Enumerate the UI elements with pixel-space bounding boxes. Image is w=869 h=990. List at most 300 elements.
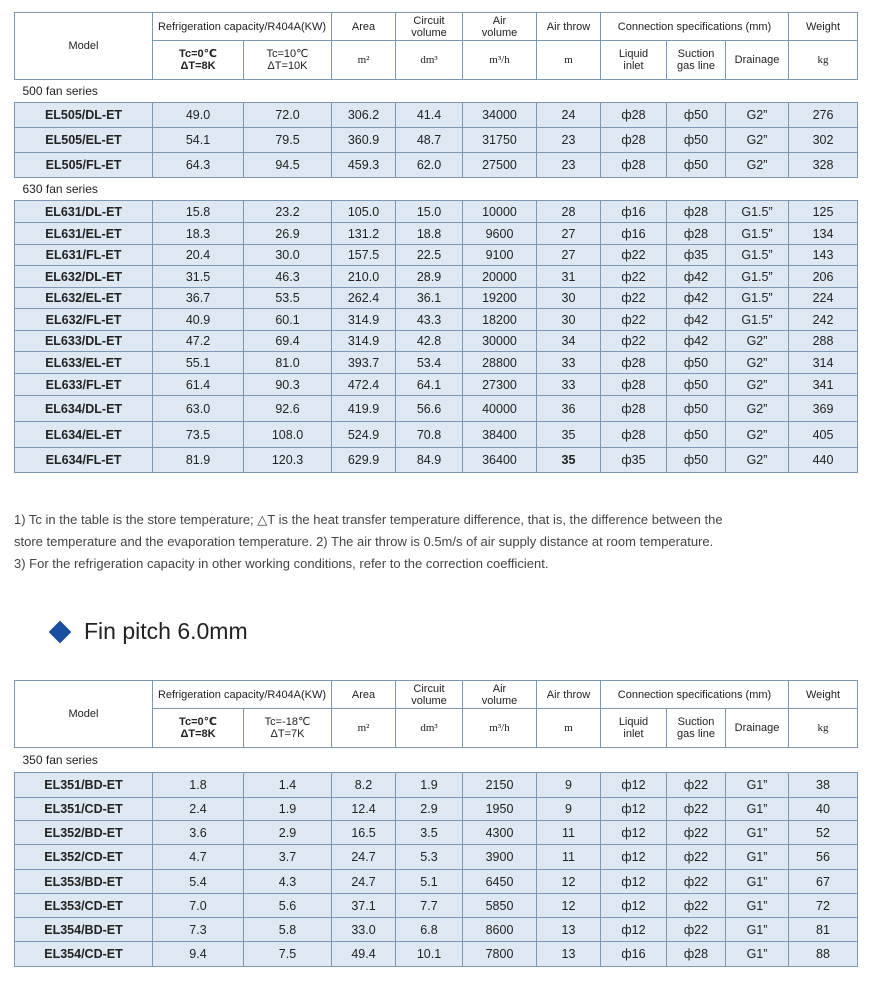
cell-air-throw: 30 [537, 288, 601, 309]
header-area: Area [332, 681, 396, 709]
cell-drainage: G1.5” [726, 309, 789, 331]
cell-suction-gas-line: ф22 [667, 918, 726, 942]
header-capacity: Refrigeration capacity/R404A(KW) [153, 13, 332, 41]
note-line-2: store temperature and the evaporation temperature. 2) The air throw is 0.5m/s of air supply distance at room temperature. [14, 534, 714, 549]
cell-area: 12.4 [332, 798, 396, 821]
cell-cap-a: 20.4 [153, 245, 244, 266]
cell-drainage: G2” [726, 153, 789, 178]
cell-cap-a: 40.9 [153, 309, 244, 331]
cell-area: 210.0 [332, 266, 396, 288]
cell-drainage: G1” [726, 870, 789, 894]
cell-model: EL633/EL-ET [15, 352, 153, 374]
cell-liquid-inlet: ф28 [601, 128, 667, 153]
header-suction-gas-line: Suction gas line [667, 709, 726, 748]
cell-circuit-volume: 5.1 [396, 870, 463, 894]
table-row [15, 821, 858, 845]
header-condition-b: Tc=10℃ ΔT=10K [244, 41, 332, 80]
cell-liquid-inlet: ф28 [601, 396, 667, 422]
cell-liquid-inlet: ф22 [601, 309, 667, 331]
cell-cap-b: 23.2 [244, 201, 332, 223]
cell-model: EL353/BD-ET [15, 870, 153, 894]
cell-weight: 206 [789, 266, 858, 288]
cell-area: 157.5 [332, 245, 396, 266]
cell-suction-gas-line: ф28 [667, 223, 726, 245]
cell-cap-a: 61.4 [153, 374, 244, 396]
note-line-1: 1) Tc in the table is the store temperature; △T is the heat transfer temperature difference, that is, the difference between the [14, 512, 723, 527]
cell-circuit-volume: 53.4 [396, 352, 463, 374]
cell-cap-b: 72.0 [244, 103, 332, 128]
cell-air-throw: 35 [537, 448, 601, 473]
cell-air-volume: 31750 [463, 128, 537, 153]
cell-air-volume: 19200 [463, 288, 537, 309]
cell-circuit-volume: 5.3 [396, 845, 463, 870]
cell-liquid-inlet: ф35 [601, 448, 667, 473]
header-model: Model [15, 681, 153, 748]
cell-cap-a: 9.4 [153, 942, 244, 967]
cell-cap-a: 5.4 [153, 870, 244, 894]
cell-air-throw: 34 [537, 331, 601, 352]
cell-drainage: G1” [726, 845, 789, 870]
cell-air-volume: 18200 [463, 309, 537, 331]
cell-air-volume: 38400 [463, 422, 537, 448]
header-air-volume: Air volume [463, 681, 537, 709]
header-drainage: Drainage [726, 709, 789, 748]
cell-weight: 242 [789, 309, 858, 331]
cell-circuit-volume: 15.0 [396, 201, 463, 223]
table-row [15, 773, 858, 798]
table-row [15, 870, 858, 894]
cell-liquid-inlet: ф12 [601, 845, 667, 870]
cell-air-volume: 7800 [463, 942, 537, 967]
cell-air-throw: 30 [537, 309, 601, 331]
table-row [15, 396, 858, 422]
cell-drainage: G1.5” [726, 201, 789, 223]
cell-circuit-volume: 3.5 [396, 821, 463, 845]
cell-liquid-inlet: ф22 [601, 331, 667, 352]
header-suction-gas-line: Suction gas line [667, 41, 726, 80]
cell-cap-b: 81.0 [244, 352, 332, 374]
cell-circuit-volume: 2.9 [396, 798, 463, 821]
cell-drainage: G2” [726, 422, 789, 448]
cell-circuit-volume: 62.0 [396, 153, 463, 178]
cell-drainage: G1” [726, 894, 789, 918]
cell-area: 419.9 [332, 396, 396, 422]
cell-drainage: G2” [726, 103, 789, 128]
cell-model: EL631/EL-ET [15, 223, 153, 245]
section-title-text: Fin pitch 6.0mm [84, 618, 248, 644]
cell-suction-gas-line: ф42 [667, 266, 726, 288]
header-circuit-volume: Circuit volume [396, 13, 463, 41]
cell-cap-b: 30.0 [244, 245, 332, 266]
header-condition-a: Tc=0℃ ΔT=8K [153, 41, 244, 80]
cell-liquid-inlet: ф28 [601, 374, 667, 396]
unit-throw: m [537, 41, 601, 80]
cell-cap-b: 26.9 [244, 223, 332, 245]
header-condition-a: Tc=0℃ ΔT=8K [153, 709, 244, 748]
cell-cap-b: 3.7 [244, 845, 332, 870]
cell-area: 360.9 [332, 128, 396, 153]
series-label: 350 fan series [15, 748, 858, 773]
cell-suction-gas-line: ф50 [667, 374, 726, 396]
cell-model: EL505/EL-ET [15, 128, 153, 153]
table-row [15, 288, 858, 309]
cell-model: EL632/EL-ET [15, 288, 153, 309]
cell-area: 105.0 [332, 201, 396, 223]
cell-suction-gas-line: ф22 [667, 821, 726, 845]
cell-model: EL632/FL-ET [15, 309, 153, 331]
cell-model: EL634/FL-ET [15, 448, 153, 473]
cell-drainage: G1” [726, 821, 789, 845]
cell-model: EL353/CD-ET [15, 894, 153, 918]
cell-air-volume: 8600 [463, 918, 537, 942]
cell-area: 24.7 [332, 845, 396, 870]
cell-suction-gas-line: ф50 [667, 103, 726, 128]
cell-circuit-volume: 28.9 [396, 266, 463, 288]
cell-liquid-inlet: ф28 [601, 422, 667, 448]
header-model: Model [15, 13, 153, 80]
cell-air-volume: 34000 [463, 103, 537, 128]
cell-weight: 40 [789, 798, 858, 821]
cell-cap-b: 2.9 [244, 821, 332, 845]
spec-table-1 [14, 12, 858, 473]
cell-cap-b: 4.3 [244, 870, 332, 894]
cell-drainage: G1” [726, 942, 789, 967]
cell-model: EL351/BD-ET [15, 773, 153, 798]
cell-air-throw: 27 [537, 245, 601, 266]
cell-air-throw: 28 [537, 201, 601, 223]
cell-circuit-volume: 48.7 [396, 128, 463, 153]
cell-air-volume: 5850 [463, 894, 537, 918]
cell-weight: 405 [789, 422, 858, 448]
cell-weight: 72 [789, 894, 858, 918]
cell-cap-a: 1.8 [153, 773, 244, 798]
cell-area: 8.2 [332, 773, 396, 798]
cell-air-throw: 31 [537, 266, 601, 288]
cell-weight: 302 [789, 128, 858, 153]
header-drainage: Drainage [726, 41, 789, 80]
header-liquid-inlet: Liquid inlet [601, 709, 667, 748]
section-title [52, 618, 248, 645]
table-row [15, 918, 858, 942]
cell-cap-b: 92.6 [244, 396, 332, 422]
cell-drainage: G1.5” [726, 288, 789, 309]
cell-cap-a: 47.2 [153, 331, 244, 352]
header-capacity: Refrigeration capacity/R404A(KW) [153, 681, 332, 709]
cell-cap-a: 73.5 [153, 422, 244, 448]
cell-area: 314.9 [332, 309, 396, 331]
cell-area: 24.7 [332, 870, 396, 894]
cell-air-volume: 2150 [463, 773, 537, 798]
table-row [15, 352, 858, 374]
cell-weight: 314 [789, 352, 858, 374]
cell-cap-b: 7.5 [244, 942, 332, 967]
cell-cap-a: 64.3 [153, 153, 244, 178]
cell-cap-a: 54.1 [153, 128, 244, 153]
cell-cap-a: 81.9 [153, 448, 244, 473]
cell-air-throw: 35 [537, 422, 601, 448]
header-connection: Connection specifications (mm) [601, 13, 789, 41]
cell-circuit-volume: 64.1 [396, 374, 463, 396]
cell-area: 306.2 [332, 103, 396, 128]
cell-cap-a: 31.5 [153, 266, 244, 288]
series-label: 500 fan series [15, 80, 858, 103]
cell-weight: 143 [789, 245, 858, 266]
cell-circuit-volume: 84.9 [396, 448, 463, 473]
cell-weight: 440 [789, 448, 858, 473]
cell-model: EL354/CD-ET [15, 942, 153, 967]
cell-model: EL505/FL-ET [15, 153, 153, 178]
table-row [15, 128, 858, 153]
cell-model: EL634/EL-ET [15, 422, 153, 448]
cell-drainage: G1” [726, 918, 789, 942]
note-line-3: 3) For the refrigeration capacity in other working conditions, refer to the correction coefficient. [14, 556, 549, 571]
table-row [15, 223, 858, 245]
cell-air-volume: 27500 [463, 153, 537, 178]
cell-liquid-inlet: ф28 [601, 103, 667, 128]
cell-air-throw: 27 [537, 223, 601, 245]
cell-air-volume: 28800 [463, 352, 537, 374]
cell-suction-gas-line: ф50 [667, 352, 726, 374]
cell-air-throw: 9 [537, 773, 601, 798]
cell-weight: 224 [789, 288, 858, 309]
cell-model: EL631/FL-ET [15, 245, 153, 266]
cell-liquid-inlet: ф16 [601, 201, 667, 223]
cell-air-throw: 13 [537, 918, 601, 942]
cell-area: 629.9 [332, 448, 396, 473]
header-connection: Connection specifications (mm) [601, 681, 789, 709]
cell-liquid-inlet: ф12 [601, 798, 667, 821]
cell-area: 472.4 [332, 374, 396, 396]
unit-weight: kg [789, 41, 858, 80]
cell-model: EL352/BD-ET [15, 821, 153, 845]
series-header [15, 80, 858, 103]
cell-air-throw: 11 [537, 821, 601, 845]
cell-drainage: G2” [726, 331, 789, 352]
cell-area: 524.9 [332, 422, 396, 448]
table-row [15, 266, 858, 288]
cell-model: EL632/DL-ET [15, 266, 153, 288]
cell-suction-gas-line: ф22 [667, 894, 726, 918]
cell-cap-b: 46.3 [244, 266, 332, 288]
cell-area: 49.4 [332, 942, 396, 967]
cell-liquid-inlet: ф22 [601, 288, 667, 309]
cell-weight: 56 [789, 845, 858, 870]
table-row [15, 798, 858, 821]
cell-air-volume: 10000 [463, 201, 537, 223]
cell-liquid-inlet: ф12 [601, 918, 667, 942]
header-condition-b: Tc=-18℃ ΔT=7K [244, 709, 332, 748]
cell-suction-gas-line: ф22 [667, 798, 726, 821]
cell-circuit-volume: 56.6 [396, 396, 463, 422]
header-air-throw: Air throw [537, 681, 601, 709]
table-row [15, 201, 858, 223]
cell-cap-a: 3.6 [153, 821, 244, 845]
cell-cap-b: 94.5 [244, 153, 332, 178]
cell-cap-a: 2.4 [153, 798, 244, 821]
series-label: 630 fan series [15, 178, 858, 201]
table-row [15, 103, 858, 128]
cell-cap-b: 5.8 [244, 918, 332, 942]
cell-liquid-inlet: ф12 [601, 821, 667, 845]
cell-air-throw: 33 [537, 352, 601, 374]
cell-cap-b: 120.3 [244, 448, 332, 473]
cell-weight: 369 [789, 396, 858, 422]
cell-liquid-inlet: ф28 [601, 153, 667, 178]
cell-area: 16.5 [332, 821, 396, 845]
cell-circuit-volume: 36.1 [396, 288, 463, 309]
cell-air-throw: 23 [537, 153, 601, 178]
cell-drainage: G2” [726, 128, 789, 153]
cell-cap-a: 7.3 [153, 918, 244, 942]
cell-suction-gas-line: ф42 [667, 288, 726, 309]
cell-area: 459.3 [332, 153, 396, 178]
table-row [15, 153, 858, 178]
cell-cap-b: 1.9 [244, 798, 332, 821]
series-header [15, 178, 858, 201]
cell-air-volume: 1950 [463, 798, 537, 821]
cell-air-throw: 24 [537, 103, 601, 128]
cell-drainage: G2” [726, 396, 789, 422]
cell-circuit-volume: 70.8 [396, 422, 463, 448]
cell-air-volume: 6450 [463, 870, 537, 894]
cell-area: 131.2 [332, 223, 396, 245]
cell-area: 262.4 [332, 288, 396, 309]
cell-air-volume: 40000 [463, 396, 537, 422]
cell-weight: 38 [789, 773, 858, 798]
cell-suction-gas-line: ф50 [667, 422, 726, 448]
header-weight: Weight [789, 13, 858, 41]
cell-air-throw: 33 [537, 374, 601, 396]
cell-liquid-inlet: ф16 [601, 942, 667, 967]
cell-cap-b: 69.4 [244, 331, 332, 352]
cell-suction-gas-line: ф28 [667, 201, 726, 223]
cell-suction-gas-line: ф35 [667, 245, 726, 266]
unit-air: m³/h [463, 41, 537, 80]
header-liquid-inlet: Liquid inlet [601, 41, 667, 80]
cell-liquid-inlet: ф22 [601, 245, 667, 266]
cell-circuit-volume: 6.8 [396, 918, 463, 942]
cell-cap-a: 55.1 [153, 352, 244, 374]
cell-model: EL354/BD-ET [15, 918, 153, 942]
cell-drainage: G1.5” [726, 223, 789, 245]
cell-suction-gas-line: ф42 [667, 331, 726, 352]
cell-weight: 134 [789, 223, 858, 245]
diamond-bullet-icon [49, 620, 72, 643]
cell-model: EL505/DL-ET [15, 103, 153, 128]
cell-circuit-volume: 43.3 [396, 309, 463, 331]
cell-model: EL633/FL-ET [15, 374, 153, 396]
unit-throw: m [537, 709, 601, 748]
cell-air-volume: 9600 [463, 223, 537, 245]
cell-air-volume: 4300 [463, 821, 537, 845]
cell-weight: 52 [789, 821, 858, 845]
cell-circuit-volume: 10.1 [396, 942, 463, 967]
cell-suction-gas-line: ф42 [667, 309, 726, 331]
cell-cap-b: 108.0 [244, 422, 332, 448]
cell-liquid-inlet: ф12 [601, 870, 667, 894]
cell-air-volume: 20000 [463, 266, 537, 288]
cell-weight: 125 [789, 201, 858, 223]
series-header [15, 748, 858, 773]
cell-model: EL633/DL-ET [15, 331, 153, 352]
cell-liquid-inlet: ф12 [601, 773, 667, 798]
cell-cap-a: 4.7 [153, 845, 244, 870]
cell-cap-b: 60.1 [244, 309, 332, 331]
header-air-volume: Air volume [463, 13, 537, 41]
cell-weight: 341 [789, 374, 858, 396]
header-circuit-volume: Circuit volume [396, 681, 463, 709]
cell-weight: 67 [789, 870, 858, 894]
cell-weight: 288 [789, 331, 858, 352]
cell-cap-a: 18.3 [153, 223, 244, 245]
cell-area: 393.7 [332, 352, 396, 374]
cell-air-throw: 12 [537, 894, 601, 918]
cell-cap-a: 63.0 [153, 396, 244, 422]
cell-drainage: G1.5” [726, 245, 789, 266]
cell-weight: 81 [789, 918, 858, 942]
cell-area: 314.9 [332, 331, 396, 352]
cell-cap-a: 49.0 [153, 103, 244, 128]
cell-liquid-inlet: ф16 [601, 223, 667, 245]
cell-cap-b: 90.3 [244, 374, 332, 396]
unit-area: m² [332, 41, 396, 80]
cell-drainage: G2” [726, 448, 789, 473]
table-row [15, 331, 858, 352]
cell-drainage: G2” [726, 374, 789, 396]
cell-cap-b: 53.5 [244, 288, 332, 309]
cell-air-volume: 9100 [463, 245, 537, 266]
table-notes [14, 509, 859, 575]
cell-suction-gas-line: ф22 [667, 870, 726, 894]
cell-area: 37.1 [332, 894, 396, 918]
cell-model: EL351/CD-ET [15, 798, 153, 821]
cell-drainage: G1” [726, 773, 789, 798]
unit-air: m³/h [463, 709, 537, 748]
cell-air-throw: 12 [537, 870, 601, 894]
cell-cap-a: 15.8 [153, 201, 244, 223]
unit-weight: kg [789, 709, 858, 748]
cell-drainage: G2” [726, 352, 789, 374]
cell-area: 33.0 [332, 918, 396, 942]
cell-model: EL634/DL-ET [15, 396, 153, 422]
unit-area: m² [332, 709, 396, 748]
cell-drainage: G1” [726, 798, 789, 821]
cell-liquid-inlet: ф28 [601, 352, 667, 374]
table-row [15, 448, 858, 473]
cell-circuit-volume: 7.7 [396, 894, 463, 918]
cell-air-throw: 9 [537, 798, 601, 821]
table-row [15, 894, 858, 918]
cell-air-volume: 27300 [463, 374, 537, 396]
cell-suction-gas-line: ф22 [667, 773, 726, 798]
unit-circuit: dm³ [396, 709, 463, 748]
table-row [15, 845, 858, 870]
cell-circuit-volume: 18.8 [396, 223, 463, 245]
cell-cap-a: 36.7 [153, 288, 244, 309]
cell-circuit-volume: 41.4 [396, 103, 463, 128]
cell-suction-gas-line: ф50 [667, 153, 726, 178]
cell-cap-b: 1.4 [244, 773, 332, 798]
table-row [15, 942, 858, 967]
spec-table-2 [14, 680, 858, 967]
cell-air-throw: 13 [537, 942, 601, 967]
cell-air-throw: 23 [537, 128, 601, 153]
header-area: Area [332, 13, 396, 41]
table-row [15, 374, 858, 396]
cell-suction-gas-line: ф28 [667, 942, 726, 967]
cell-weight: 88 [789, 942, 858, 967]
cell-suction-gas-line: ф22 [667, 845, 726, 870]
